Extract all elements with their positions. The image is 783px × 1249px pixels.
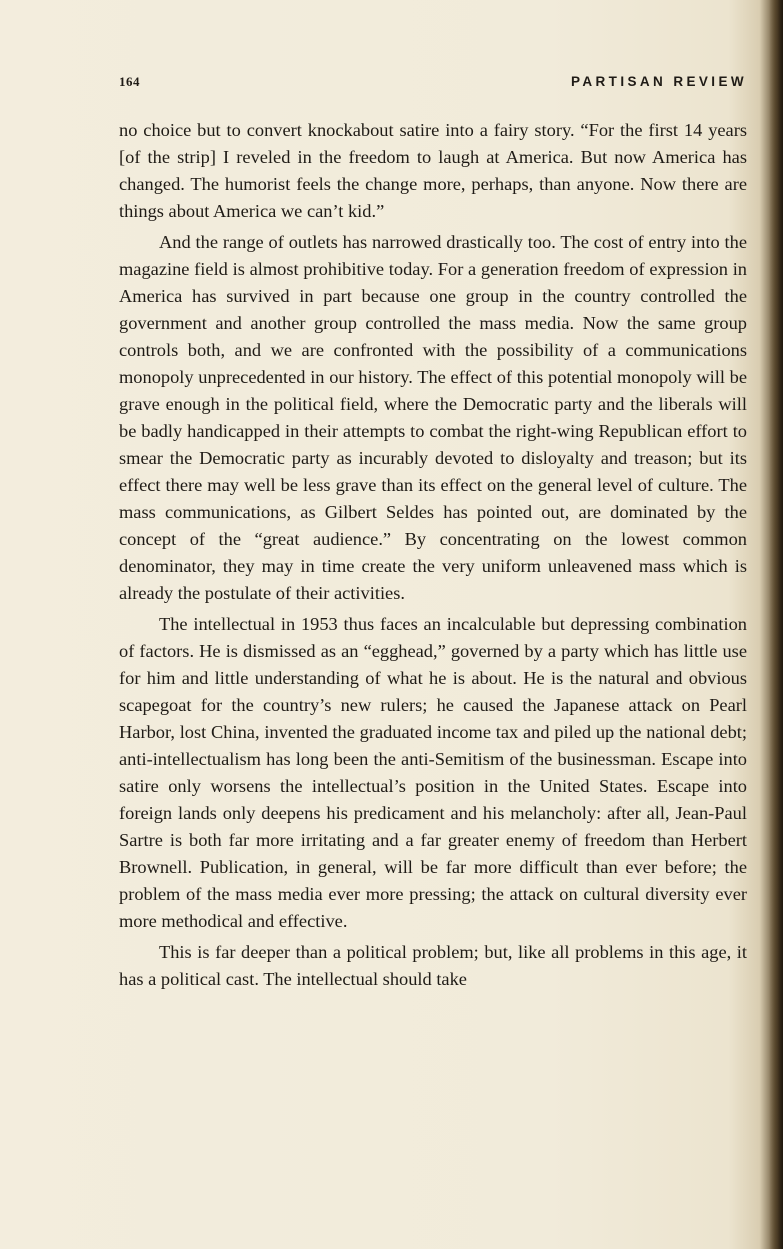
page-header (119, 74, 747, 94)
paragraph-2: And the range of outlets has narrowed drastically too. The cost of entry into the magazine field is almost prohibitive today. For a generation freedom of expression in America has survived in part because one group in the country controlled the government and another group controlled the mass media. Now the same group controls both, and we are confronted with the possibility of a communications monopoly unprecedented in our history. The effect of this potential monopoly will be grave enough in the political field, where the Democratic party and the liberals will be badly handicapped in their attempts to combat the right-wing Republican effort to smear the Democratic party as incurably devoted to disloyalty and treason; but its effect there may well be less grave than its effect on the general level of culture. The mass communications, as Gilbert Seldes has pointed out, are dominated by the concept of the “great audience.” By concentrating on the lowest common denominator, they may in time create the very uniform unleavened mass which is already the postulate of their activities. (119, 232, 747, 603)
running-head: PARTISAN REVIEW (570, 74, 747, 89)
page-number: 164 (119, 74, 140, 89)
paragraph-3: The intellectual in 1953 thus faces an incalculable but depressing combination of factors. He is dismissed as an “egghead,” governed by a party which has little use for him and little understanding of what he is about. He is the natural and obvious scapegoat for the country’s new rulers; he caused the Japanese attack on Pearl Harbor, lost China, invented the graduated income tax and piled up the national debt; anti-intellectualism has long been the anti-Semitism of the businessman. Escape into satire only worsens the intellectual’s position in the United States. Escape into foreign lands only deepens his predicament and his melancholy: after all, Jean-Paul Sartre is both far more irritating and a far greater enemy of freedom than Herbert Brownell. Publication, in general, will be far more difficult than ever before; the problem of the mass media ever more pressing; the attack on cultural diversity ever more methodical and effective. (119, 614, 747, 931)
body-text (119, 117, 747, 997)
paragraph-1: no choice but to convert knockabout satire into a fairy story. “For the first 14 years [of the strip] I reveled in the freedom to laugh at America. But now America has changed. The humorist feels the change more, perhaps, than anyone. Now there are things about America we can’t kid.” (119, 120, 747, 221)
binding-shadow (769, 0, 783, 1249)
paragraph-4: This is far deeper than a political problem; but, like all problems in this age, it has a political cast. The intellectual should take (119, 942, 747, 989)
